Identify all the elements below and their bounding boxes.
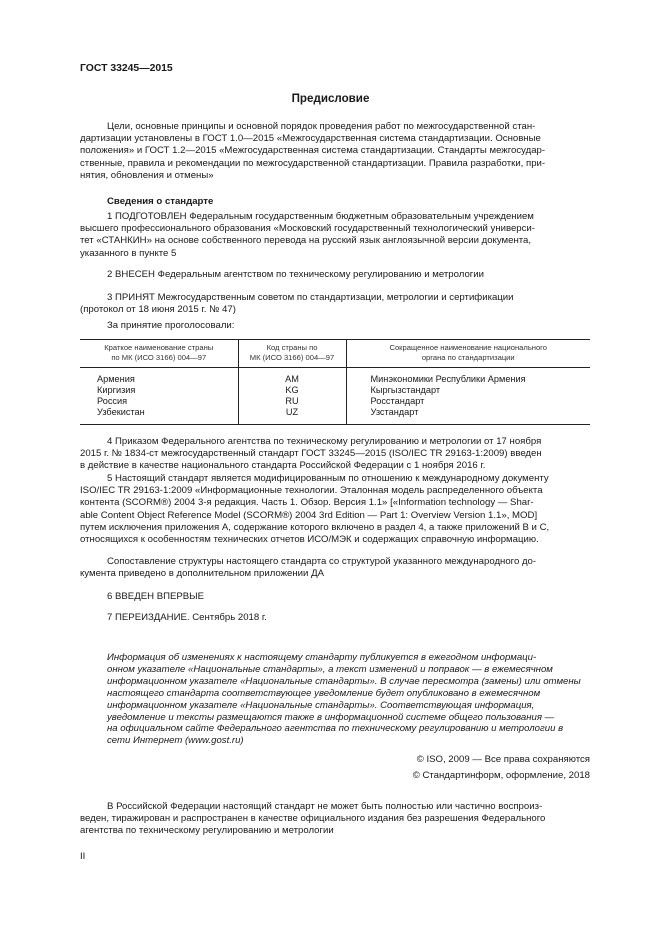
text-line: За принятие проголосовали: <box>107 320 235 331</box>
text-line: указанного в пункте 5 <box>80 247 177 259</box>
structure-comparison <box>80 556 590 580</box>
cell-country: Армения <box>97 374 135 384</box>
copyright-iso: © ISO, 2009 — Все права сохраняются <box>416 754 590 765</box>
votes-intro <box>80 320 590 332</box>
document-code: ГОСТ 33245—2015 <box>80 63 173 74</box>
text-line: able Content Object Reference Model (SCORM®) 2004 3rd Edition — Part 1: Overview Version 1.1», MOD] <box>80 509 538 521</box>
header-line: по МК (ИСО 3166) 004—97 <box>111 353 207 362</box>
page-number: II <box>80 851 86 862</box>
text-line: ственные, правила и рекомендации по межгосударственной стандартизации. Правила разработки, при- <box>80 157 546 169</box>
header-line: Сокращенное наименование национального <box>389 343 548 352</box>
cell-country: Узбекистан <box>80 407 238 425</box>
text-line: уведомление и тексты размещаются также в информационной системе общего пользования — <box>107 711 555 723</box>
text-line: Информация об изменениях к настоящему стандарту публикуется в ежегодном информаци- <box>107 652 537 663</box>
text-line: положения» и ГОСТ 1.2—2015 «Межгосударственная система стандартизации. Стандарты межгосудар- <box>80 145 546 157</box>
cell-body: Узстандарт <box>346 407 590 425</box>
header-line: органа по стандартизации <box>421 353 515 362</box>
header-line: Краткое наименование страны <box>104 343 214 352</box>
text-line: онном указателе «Национальные стандарты», а текст изменений и поправок — в ежемесячном <box>107 663 553 675</box>
column-header-country <box>80 340 238 368</box>
table-row <box>80 407 590 425</box>
item-5-modification <box>80 473 590 546</box>
text-line: 2 ВНЕСЕН Федеральным агентством по техническому регулированию и метрологии <box>107 269 485 280</box>
text-line: контента (SCORM®) 2004 3-я редакция. Часть 1. Обзор. Версия 1.1» [«Information technology — Shar- <box>80 497 534 509</box>
copyright-standartinform: © Стандартинформ, оформление, 2018 <box>412 770 590 781</box>
text-line: на официальном сайте Федерального агентства по техническому регулированию и метрологии в <box>107 723 564 735</box>
reproduction-restriction <box>80 801 590 838</box>
text-line: в действие в качестве национального стандарта Российской Федерации с 1 ноября 2016 г. <box>80 460 486 472</box>
cell-code: KG <box>238 385 346 396</box>
text-line: нятия, обновления и отмены» <box>80 169 214 181</box>
cell-body: Минэкономики Республики Армения <box>346 368 590 386</box>
cell-code: RU <box>238 396 346 407</box>
cell-country: Россия <box>97 396 128 406</box>
text-line: 7 ПЕРЕИЗДАНИЕ. Сентябрь 2018 г. <box>107 612 267 623</box>
table-header-row <box>80 340 590 368</box>
item-6-introduced <box>80 591 590 603</box>
text-line: путем исключения приложения А, содержание которого включено в раздел 4, а также приложений В и С, <box>80 521 550 533</box>
header-line: Код страны по <box>266 343 318 352</box>
cell-code: UZ <box>238 407 346 425</box>
changes-notice <box>107 652 590 747</box>
text-line: информационном указателе «Национальные стандарты». В случае пересмотра (замены) или отмены <box>107 675 581 687</box>
text-line: 3 ПРИНЯТ Межгосударственным советом по стандартизации, метрологии и сертификации <box>107 292 514 303</box>
text-line: относящихся к особенностям технических отчетов ИСО/МЭК и содержащих справочную информацию. <box>80 534 539 546</box>
text-line: дартизации установлены в ГОСТ 1.0—2015 «Межгосударственная система стандартизации. Основные <box>80 133 541 145</box>
text-line: ISO/IEC TR 29163-1:2009 «Информационные технологии. Эталонная модель распределенного объекта <box>80 485 543 497</box>
text-line: Сопоставление структуры настоящего стандарта со структурой указанного международного до- <box>107 556 537 567</box>
item-3-adopted <box>80 292 590 316</box>
item-2-submitted <box>80 269 590 281</box>
text-line: настоящего стандарта соответствующее уведомление будет опубликовано в ежемесячном <box>107 687 541 699</box>
text-line: Цели, основные принципы и основной порядок проведения работ по межгосударственной стан- <box>107 121 536 132</box>
text-line: В Российской Федерации настоящий стандарт не может быть полностью или частично воспроиз- <box>107 801 543 812</box>
text-line: кумента приведено в дополнительном приложении ДА <box>80 568 324 580</box>
item-4-order <box>80 436 590 473</box>
item-7-reissue <box>80 612 590 624</box>
text-line: информационном указателе «Национальные стандарты». Соответствующая информация, <box>107 699 535 711</box>
votes-table <box>80 339 590 425</box>
text-line: (протокол от 18 июня 2015 г. № 47) <box>80 304 236 316</box>
table-row <box>80 396 590 407</box>
column-header-body <box>346 340 590 368</box>
text-line: веден, тиражирован и распространен в качестве официального издания без разрешения Федерального <box>80 813 546 825</box>
text-line: сети Интернет (www.gost.ru) <box>107 735 244 747</box>
text-line: агентства по техническому регулированию и метрологии <box>80 825 334 837</box>
text-line: 4 Приказом Федерального агентства по техническому регулированию и метрологии от 17 ноября <box>107 436 542 447</box>
text-line: 6 ВВЕДЕН ВПЕРВЫЕ <box>107 591 205 602</box>
foreword-intro <box>80 121 590 182</box>
text-line: 2015 г. № 1834-ст межгосударственный стандарт ГОСТ 33245—2015 (ISO/IEC TR 29163-1:2009) введен <box>80 448 542 460</box>
column-header-code <box>238 340 346 368</box>
text-line: высшего профессионального образования «Московский государственный технологический универси- <box>80 223 535 235</box>
text-line: 1 ПОДГОТОВЛЕН Федеральным государственным бюджетным образовательным учреждением <box>107 211 534 222</box>
text-line: тет «СТАНКИН» на основе собственного перевода на русский язык англоязычной версии документа, <box>80 235 532 247</box>
cell-body: Росстандарт <box>346 396 590 407</box>
text-line: 5 Настоящий стандарт является модифицированным по отношению к международному документу <box>107 473 549 484</box>
item-1-prepared <box>80 211 590 260</box>
cell-body: Кыргызстандарт <box>346 385 590 396</box>
section-subheading: Сведения о стандарте <box>107 196 214 207</box>
cell-country: Киргизия <box>97 385 136 395</box>
cell-code: AM <box>238 368 346 386</box>
table-row <box>80 385 590 396</box>
header-line: МК (ИСО 3166) 004—97 <box>249 353 335 362</box>
table-row <box>80 368 590 386</box>
foreword-title: Предисловие <box>291 92 370 105</box>
